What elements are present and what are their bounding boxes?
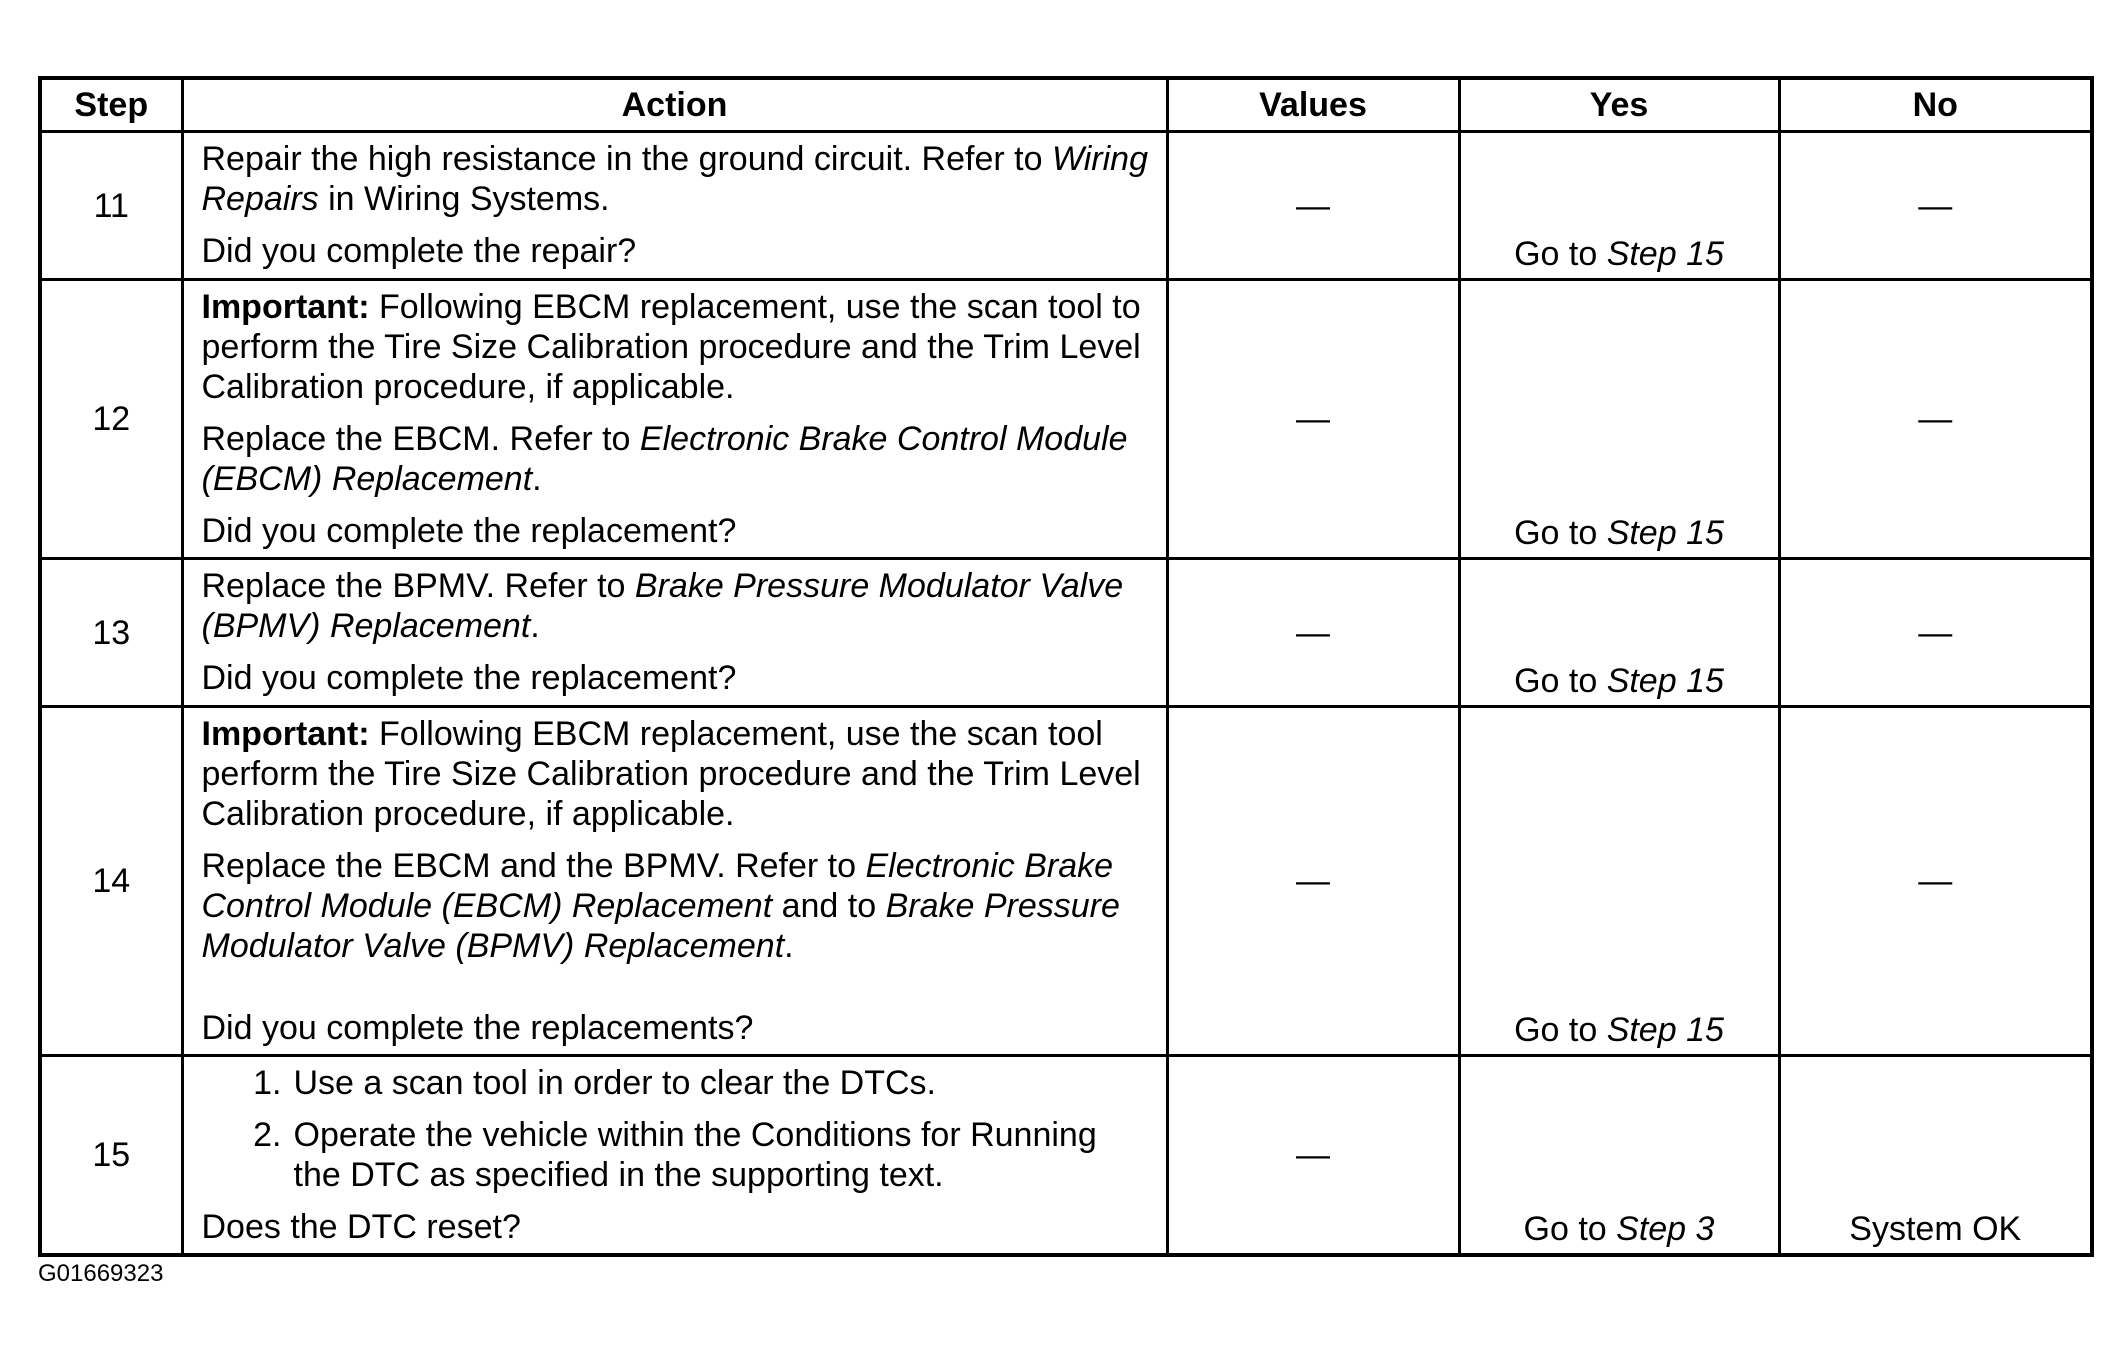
yes-prefix: Go to [1514, 662, 1607, 700]
important-label: Important: [201, 288, 370, 326]
values-cell: — [1167, 132, 1459, 280]
header-no: No [1779, 78, 2092, 132]
action-question: Does the DTC reset? [201, 1208, 521, 1246]
action-cell [182, 1056, 1167, 1256]
yes-cell [1459, 1056, 1779, 1256]
header-step: Step [40, 78, 182, 132]
action-text: . [784, 927, 794, 965]
reference-link[interactable]: Electronic Brake Control Module (EBCM) Replacement [201, 420, 1128, 498]
yes-prefix: Go to [1514, 514, 1607, 552]
action-text: Replace the EBCM and the BPMV. Refer to [201, 847, 866, 885]
no-cell: — [1779, 707, 2092, 1056]
reference-link[interactable]: Wiring Repairs [201, 140, 1148, 218]
action-text: Repair the high resistance in the ground circuit. Refer to [201, 140, 1052, 178]
table-row-step-14 [40, 707, 2092, 1056]
yes-cell [1459, 707, 1779, 1056]
no-cell: — [1779, 559, 2092, 707]
action-question: Did you complete the repair? [201, 232, 637, 270]
values-cell: — [1167, 1056, 1459, 1256]
diagnostic-table [38, 76, 2094, 1257]
step-number: 13 [40, 559, 182, 707]
values-cell: — [1167, 280, 1459, 559]
header-yes: Yes [1459, 78, 1779, 132]
important-label: Important: [201, 715, 370, 753]
action-cell [182, 707, 1167, 1056]
important-note [202, 287, 1152, 407]
action-text: Replace the BPMV. Refer to [201, 567, 635, 605]
table-row-step-13 [40, 559, 2092, 707]
reference-link[interactable]: Brake Pressure Modulator Valve (BPMV) Replacement [201, 887, 1120, 965]
values-cell: — [1167, 559, 1459, 707]
important-text: Following EBCM replacement, use the scan tool perform the Tire Size Calibration procedure and the Trim Level Calibration procedure, if applicable. [201, 715, 1141, 833]
important-text: Following EBCM replacement, use the scan tool to perform the Tire Size Calibration procedure and the Trim Level Calibration procedure, if applicable. [201, 288, 1141, 406]
action-paragraph [202, 566, 1152, 646]
list-text: Use a scan tool in order to clear the DTCs. [293, 1064, 936, 1102]
yes-step-link[interactable]: Step 15 [1606, 235, 1724, 273]
action-cell [182, 132, 1167, 280]
yes-prefix: Go to [1514, 1011, 1607, 1049]
table-row-step-12 [40, 280, 2092, 559]
step-number: 12 [40, 280, 182, 559]
action-paragraph [202, 139, 1152, 219]
action-text: in Wiring Systems. [318, 180, 610, 218]
step-number: 11 [40, 132, 182, 280]
yes-prefix: Go to [1523, 1210, 1617, 1248]
table-header-row [40, 78, 2092, 132]
reference-link[interactable]: Brake Pressure Modulator Valve (BPMV) Replacement [201, 567, 1124, 645]
table-row-step-15 [40, 1056, 2092, 1256]
action-paragraph [202, 419, 1152, 499]
figure-id: G01669323 [38, 1260, 164, 1287]
action-cell [182, 280, 1167, 559]
list-number: 1. [253, 1064, 282, 1102]
yes-step-link[interactable]: Step 15 [1606, 1011, 1724, 1049]
list-text: Operate the vehicle within the Conditions for Running the DTC as specified in the supporting text. [293, 1116, 1097, 1194]
no-cell: System OK [1779, 1056, 2092, 1256]
yes-step-link[interactable]: Step 15 [1606, 514, 1724, 552]
reference-link[interactable]: Electronic Brake Control Module (EBCM) Replacement [201, 847, 1114, 925]
list-number: 2. [253, 1116, 282, 1154]
header-action: Action [182, 78, 1167, 132]
action-question: Did you complete the replacement? [201, 512, 737, 550]
important-note [202, 714, 1152, 834]
step-number: 14 [40, 707, 182, 1056]
list-item [202, 1063, 1152, 1103]
yes-cell [1459, 559, 1779, 707]
action-paragraph [202, 846, 1152, 966]
action-text: . [532, 460, 542, 498]
action-text: Replace the EBCM. Refer to [201, 420, 640, 458]
action-question: Did you complete the replacement? [201, 659, 737, 697]
action-question: Did you complete the replacements? [201, 1009, 754, 1047]
yes-cell [1459, 132, 1779, 280]
list-item [202, 1115, 1152, 1195]
yes-prefix: Go to [1514, 235, 1607, 273]
procedure-list [202, 1063, 1152, 1195]
yes-cell [1459, 280, 1779, 559]
values-cell: — [1167, 707, 1459, 1056]
yes-step-link[interactable]: Step 15 [1606, 662, 1724, 700]
action-cell [182, 559, 1167, 707]
no-cell: — [1779, 132, 2092, 280]
step-number: 15 [40, 1056, 182, 1256]
header-values: Values [1167, 78, 1459, 132]
yes-step-link[interactable]: Step 3 [1616, 1210, 1715, 1248]
no-cell: — [1779, 280, 2092, 559]
action-text: . [530, 607, 540, 645]
action-text: and to [772, 887, 886, 925]
table-row-step-11 [40, 132, 2092, 280]
